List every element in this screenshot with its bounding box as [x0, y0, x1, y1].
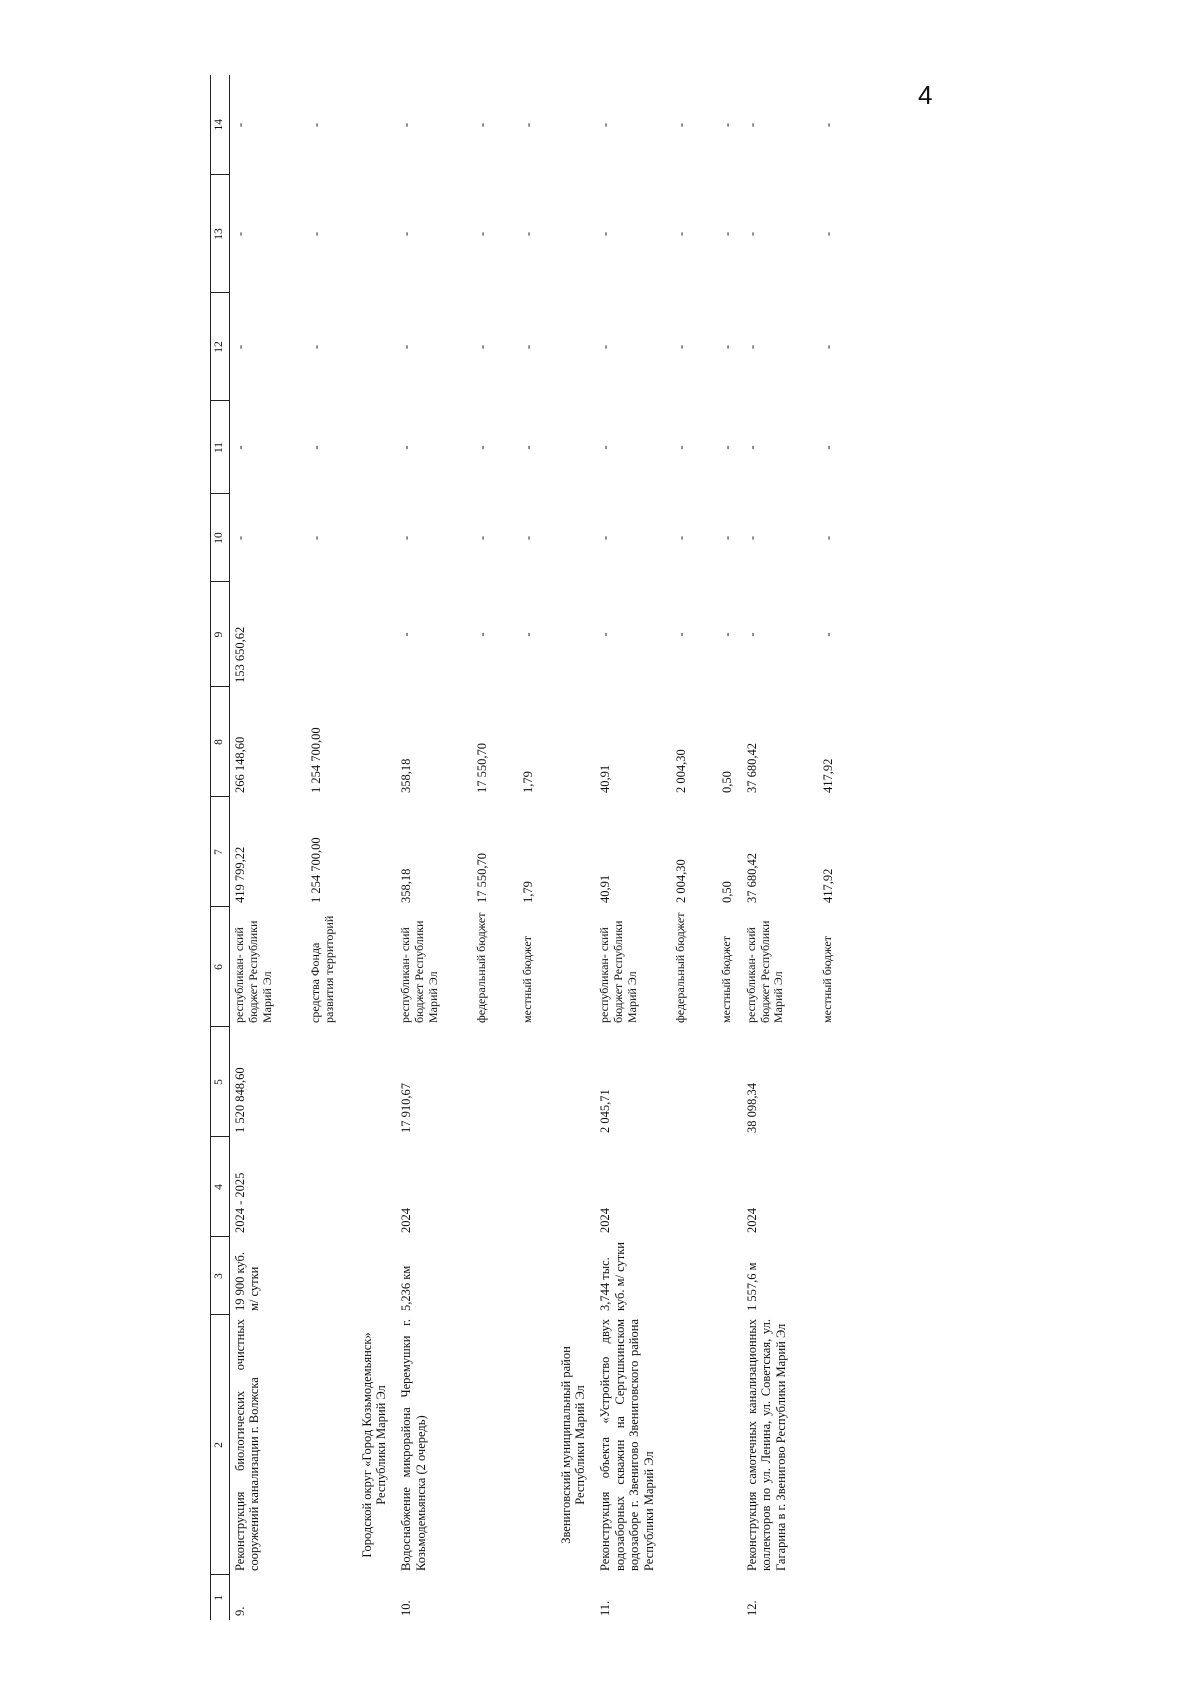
col-header-12: 12 [211, 293, 230, 401]
amount: 40,91 [598, 874, 613, 903]
col8-values [595, 687, 741, 797]
col10-dash: - - [233, 535, 323, 541]
amount: 417,92 [820, 758, 835, 793]
funding-sources [595, 907, 741, 1027]
col9-dash: - - - [399, 632, 536, 637]
col14-dash: - - - [598, 122, 735, 128]
col10-dash: - - [744, 535, 835, 541]
funding-sources [742, 907, 842, 1027]
section-row [543, 75, 596, 1620]
col12-dash: - - [744, 344, 835, 350]
col-header-3: 3 [211, 1237, 230, 1315]
funding-source: местный бюджет [520, 936, 535, 1023]
table-row [230, 75, 344, 1620]
col-header-4: 4 [211, 1137, 230, 1237]
col-header-13: 13 [211, 175, 230, 293]
col9-dash: - - - [598, 632, 735, 637]
section-title: Городской округ «Город Козьмодемьянск» Республики Марий Эл [359, 1332, 388, 1558]
amount: 1 254 700,00 [309, 727, 323, 793]
funding-source: местный бюджет [719, 936, 734, 1023]
funding-source: республикан- ский бюджет Республики Марий Эл [398, 920, 440, 1023]
amount: 1,79 [521, 771, 536, 793]
amount: 37 680,42 [744, 743, 759, 793]
funding-sources [230, 907, 344, 1027]
program-table [210, 75, 842, 1620]
funding-source: федеральный бюджет [474, 912, 489, 1023]
col8-values [742, 687, 842, 797]
col11-dash: - - - [598, 445, 735, 450]
amount: 0,50 [720, 771, 735, 793]
col10-dash: - - - [399, 535, 536, 541]
col14-dash: - - - [399, 122, 536, 128]
period: 2024 [744, 1208, 759, 1233]
amount: 419 799,22 [233, 846, 247, 903]
row-number: 9. [233, 1606, 247, 1616]
col-header-10: 10 [211, 494, 230, 582]
funding-source: республикан- ский бюджет Республики Марий Эл [232, 920, 274, 1023]
amount: 358,18 [399, 758, 414, 793]
amount: 266 148,60 [233, 736, 247, 793]
funding-sources [396, 907, 542, 1027]
rotated-table-container [210, 75, 1045, 1620]
row-number: 12. [744, 1600, 759, 1616]
col-header-1: 1 [211, 1575, 230, 1620]
col-header-5: 5 [211, 1027, 230, 1137]
col-header-9: 9 [211, 582, 230, 687]
project-name: Реконструкция самотечных канализационных коллекторов по ул. Ленина, ул. Советская, ул. Гагарина в г. Звенигово Республики Марий Эл [744, 1319, 788, 1571]
col11-dash: - - - [399, 445, 536, 450]
funding-source: республикан- ский бюджет Республики Марий Эл [743, 920, 786, 1023]
col14-dash: - - [233, 122, 323, 128]
col8-values [230, 687, 344, 797]
col8-values [396, 687, 542, 797]
amount: 0,50 [720, 881, 735, 903]
total-cost: 38 098,34 [744, 1083, 759, 1133]
col7-values [742, 797, 842, 907]
col13-dash: - - - [598, 231, 735, 237]
section-title: Звениговский муниципальный район Республики Марий Эл [558, 1346, 588, 1544]
col-header-7: 7 [211, 797, 230, 907]
col14-dash: - - [744, 122, 835, 128]
funding-source: средства Фонда развития территорий [308, 915, 336, 1023]
amount: 2 004,30 [674, 859, 689, 903]
col13-dash: - - - [399, 231, 536, 237]
row-number: 10. [399, 1600, 414, 1616]
col7-values [396, 797, 542, 907]
amount: 40,91 [598, 764, 613, 793]
funding-source: местный бюджет [819, 936, 834, 1023]
col13-dash: - - [744, 231, 835, 237]
amount: 2 004,30 [674, 749, 689, 793]
col12-dash: - - - [598, 344, 735, 350]
capacity: 19 900 куб. м/ сутки [233, 1252, 262, 1311]
capacity: 3,744 тыс. куб. м/ сутки [598, 1242, 627, 1311]
col-header-6: 6 [211, 907, 230, 1027]
amount: 37 680,42 [744, 853, 759, 903]
col7-values [595, 797, 741, 907]
total-cost: 17 910,67 [399, 1083, 414, 1133]
col9-dash: - - [744, 632, 835, 637]
total-cost: 1 520 848,60 [233, 1067, 247, 1133]
row-number: 11. [598, 1600, 613, 1616]
total-cost: 2 045,71 [598, 1089, 613, 1133]
capacity: 5,236 км [399, 1265, 414, 1311]
col13-dash: - - [233, 231, 323, 237]
table-row [742, 75, 842, 1620]
period: 2024 [399, 1208, 414, 1233]
amount: 17 550,70 [475, 743, 490, 793]
amount: 17 550,70 [475, 853, 490, 903]
page-number: 4 [918, 80, 933, 110]
amount: 1,79 [521, 881, 536, 903]
section-row [344, 75, 397, 1620]
table-row [396, 75, 542, 1620]
capacity: 1 557,6 м [744, 1262, 759, 1311]
col11-dash: - - [233, 445, 323, 450]
amount: 417,92 [820, 868, 835, 903]
project-name: Реконструкция биологических очистных сооружений канализации г. Волжска [233, 1319, 262, 1571]
col10-dash: - - - [598, 535, 735, 541]
project-name: Реконструкция объекта «Устройство двух водозаборных скважин на Сергушкинском водозаборе г. Звенигово Звениговского района Республики Марий Эл [598, 1319, 656, 1571]
header-row [211, 75, 230, 1620]
col-header-11: 11 [211, 401, 230, 494]
col-header-14: 14 [211, 75, 230, 175]
period: 2024 - 2025 [233, 1172, 247, 1233]
col7-values [230, 797, 344, 907]
col11-dash: - - [744, 445, 835, 450]
col-header-8: 8 [211, 687, 230, 797]
col12-dash: - - - [399, 344, 536, 350]
project-name: Водоснабжение микрорайона Черемушки г. Козьмодемьянска (2 очередь) [399, 1319, 428, 1571]
col12-dash: - - [233, 344, 323, 350]
table-row [595, 75, 741, 1620]
amount: 1 254 700,00 [309, 837, 323, 903]
period: 2024 [598, 1208, 613, 1233]
amount: 358,18 [399, 868, 414, 903]
funding-source: республикан- ский бюджет Республики Марий Эл [597, 920, 640, 1023]
col-header-2: 2 [211, 1315, 230, 1575]
funding-source: федеральный бюджет [673, 912, 688, 1023]
col9-value: 153 650,62 [233, 626, 247, 683]
